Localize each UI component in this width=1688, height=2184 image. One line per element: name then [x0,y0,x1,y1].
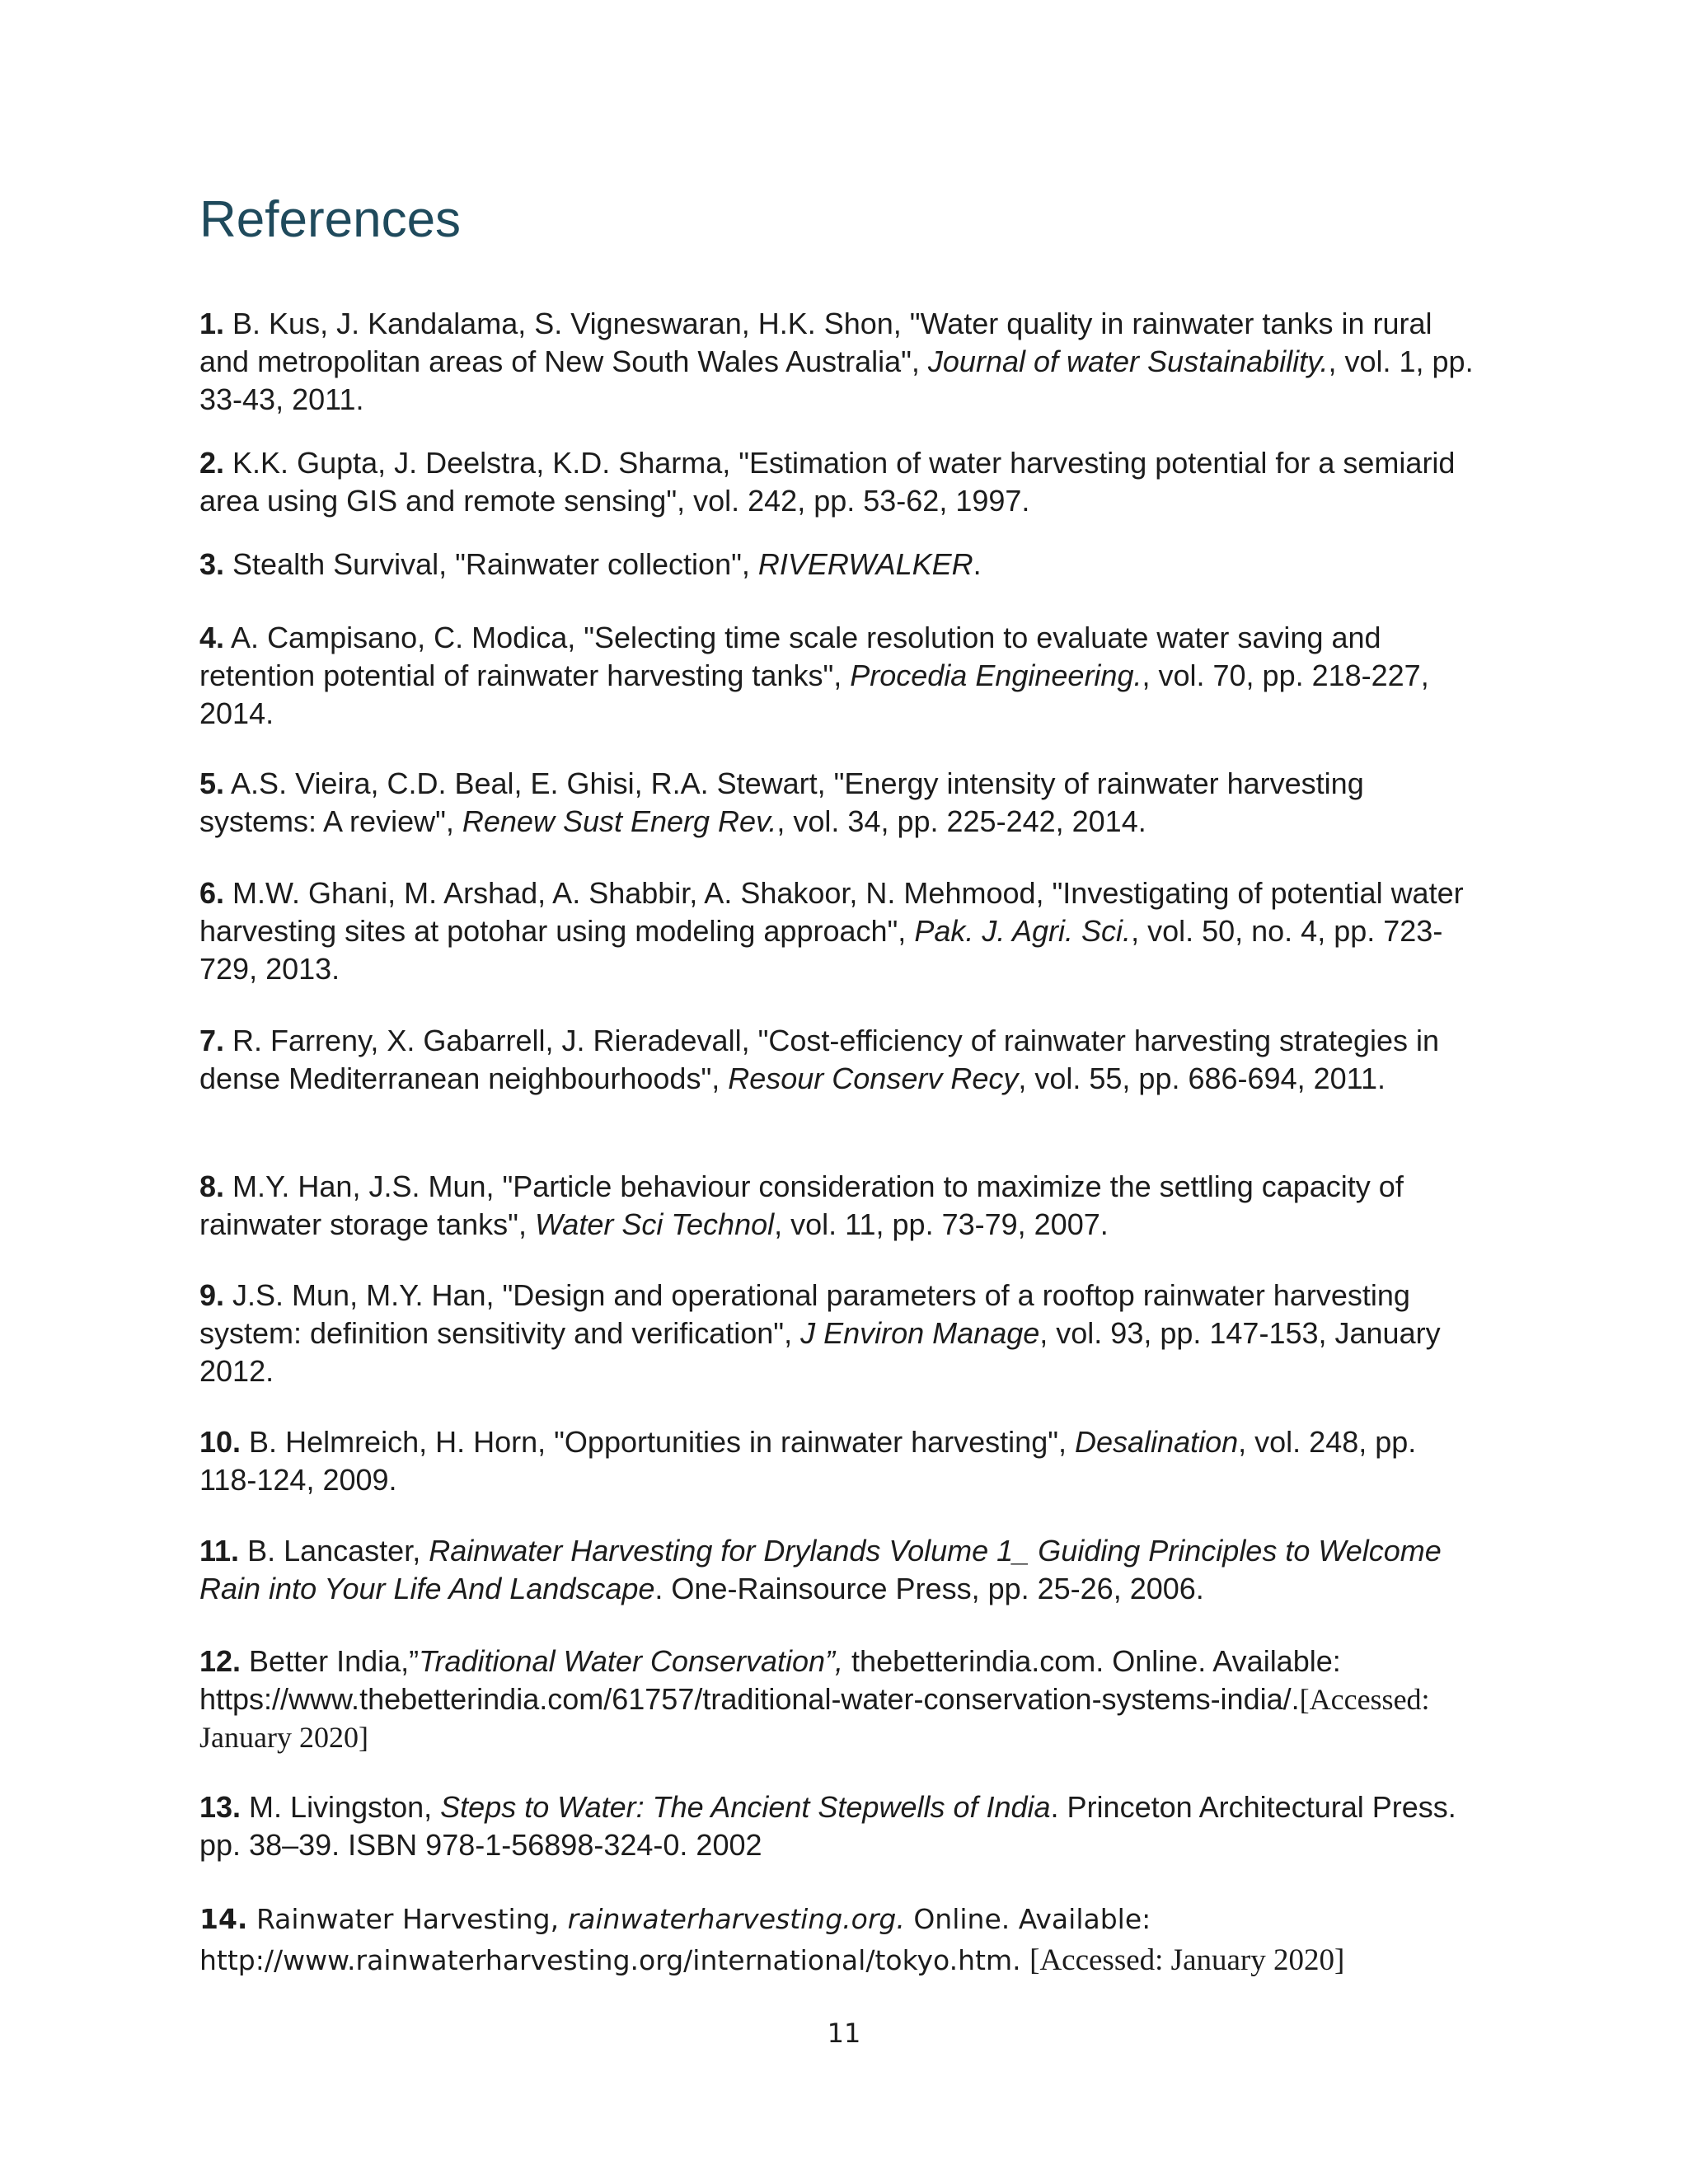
reference-details: , vol. 55, pp. 686-694, 2011. [1018,1062,1386,1095]
reference-details: . [973,547,982,581]
reference-accessed: [Accessed: January 2020] [1029,1943,1345,1977]
reference-text: B. Kus, J. Kandalama, S. Vigneswaran, H.K. Shon, "Water quality in rainwater tanks in rural and metropolitan areas of New South Wales Australia", [199,307,1432,378]
reference-details: thebetterindia.com. Online. Available: https://www.thebetterindia.com/61757/traditional-water-conservation-systems-india/. [199,1644,1341,1716]
reference-number: 5. [199,766,225,800]
reference-number: 4. [199,621,225,654]
reference-text: R. Farreny, X. Gabarrell, J. Rieradevall, "Cost-efficiency of rainwater harvesting strategies in dense Mediterranean neighbourhoods", [199,1024,1440,1095]
reference-text: Better India,” [241,1644,420,1678]
reference-source: Desalination [1075,1425,1239,1459]
reference-number: 10. [199,1425,241,1459]
reference-text: M.Y. Han, J.S. Mun, "Particle behaviour consideration to maximize the settling capacity of rainwater storage tanks", [199,1169,1404,1241]
reference-text: B. Helmreich, H. Horn, "Opportunities in rainwater harvesting", [241,1425,1076,1459]
reference-source: J Environ Manage [800,1316,1040,1350]
reference-item-12 [199,1643,1477,1756]
reference-item-2 [199,444,1477,520]
page-title: References [199,191,462,248]
reference-item-14 [199,1899,1477,1981]
reference-item-7 [199,1022,1477,1098]
reference-item-6 [199,874,1477,988]
reference-details: , vol. 1, pp. 33-43, 2011. [199,344,1474,416]
reference-text: K.K. Gupta, J. Deelstra, K.D. Sharma, "Estimation of water harvesting potential for a semiarid area using GIS and remote sensing", vol. 242, pp. 53-62, 1997. [199,446,1456,518]
reference-item-11 [199,1532,1477,1608]
reference-text: A. Campisano, C. Modica, "Selecting time scale resolution to evaluate water saving and retention potential of rainwater harvesting tanks", [199,621,1381,692]
reference-details: , vol. 50, no. 4, pp. 723-729, 2013. [199,914,1443,986]
reference-source: Renew Sust Energ Rev. [462,804,777,838]
reference-number: 8. [199,1169,225,1203]
reference-number: 12. [199,1644,241,1678]
reference-details: , vol. 93, pp. 147-153, January 2012. [199,1316,1441,1388]
reference-number: 3. [199,547,225,581]
reference-item-3 [199,546,1477,583]
reference-text: M. Livingston, [241,1790,441,1824]
reference-source: Rainwater Harvesting for Drylands Volume 1_ Guiding Principles to Welcome Rain into Your Life And Landscape [199,1534,1442,1605]
reference-details: , vol. 248, pp. 118-124, 2009. [199,1425,1417,1497]
reference-source: Pak. J. Agri. Sci. [914,914,1132,948]
reference-details: Online. Available: http://www.rainwaterharvesting.org/international/tokyo.htm. [199,1903,1151,1976]
reference-source: Steps to Water: The Ancient Stepwells of India [440,1790,1051,1824]
reference-number: 13. [199,1790,241,1824]
reference-item-5 [199,765,1477,841]
reference-number: 9. [199,1278,225,1312]
page-number: 11 [827,2018,861,2049]
reference-source: rainwaterharvesting.org. [567,1903,905,1935]
reference-source: Procedia Engineering. [850,658,1142,692]
reference-text: M.W. Ghani, M. Arshad, A. Shabbir, A. Shakoor, N. Mehmood, "Investigating of potential water harvesting sites at potohar using modeling approach", [199,876,1464,948]
reference-number: 6. [199,876,225,910]
reference-number: 14. [199,1903,248,1935]
reference-details: , vol. 34, pp. 225-242, 2014. [776,804,1146,838]
reference-number: 7. [199,1024,225,1057]
reference-text: Stealth Survival, "Rainwater collection", [224,547,758,581]
reference-text: Rainwater Harvesting, [247,1903,568,1935]
reference-source: Resour Conserv Recy [728,1062,1019,1095]
reference-item-9 [199,1277,1477,1390]
reference-details: . Princeton Architectural Press. pp. 38–39. ISBN 978-1-56898-324-0. 2002 [199,1790,1456,1862]
reference-text: A.S. Vieira, C.D. Beal, E. Ghisi, R.A. Stewart, "Energy intensity of rainwater harvesting systems: A review", [199,766,1364,838]
reference-number: 2. [199,446,225,480]
reference-item-13 [199,1788,1477,1864]
reference-number: 11. [199,1534,240,1568]
reference-text: B. Lancaster, [239,1534,429,1568]
reference-text: J.S. Mun, M.Y. Han, "Design and operational parameters of a rooftop rainwater harvesting system: definition sensitivity and verification", [199,1278,1410,1350]
reference-source: Traditional Water Conservation”, [419,1644,844,1678]
reference-details: , vol. 11, pp. 73-79, 2007. [774,1207,1109,1241]
reference-item-4 [199,619,1477,733]
reference-number: 1. [199,307,225,340]
reference-item-1 [199,305,1477,419]
reference-accessed: [Accessed: January 2020] [199,1683,1430,1754]
reference-details: , vol. 70, pp. 218-227, 2014. [199,658,1429,730]
reference-source: RIVERWALKER [757,547,973,581]
reference-source: Water Sci Technol [534,1207,775,1241]
reference-item-10 [199,1423,1477,1499]
reference-source: Journal of water Sustainability. [927,344,1329,378]
reference-details: . One-Rainsource Press, pp. 25-26, 2006. [654,1572,1204,1605]
reference-item-8 [199,1168,1477,1244]
